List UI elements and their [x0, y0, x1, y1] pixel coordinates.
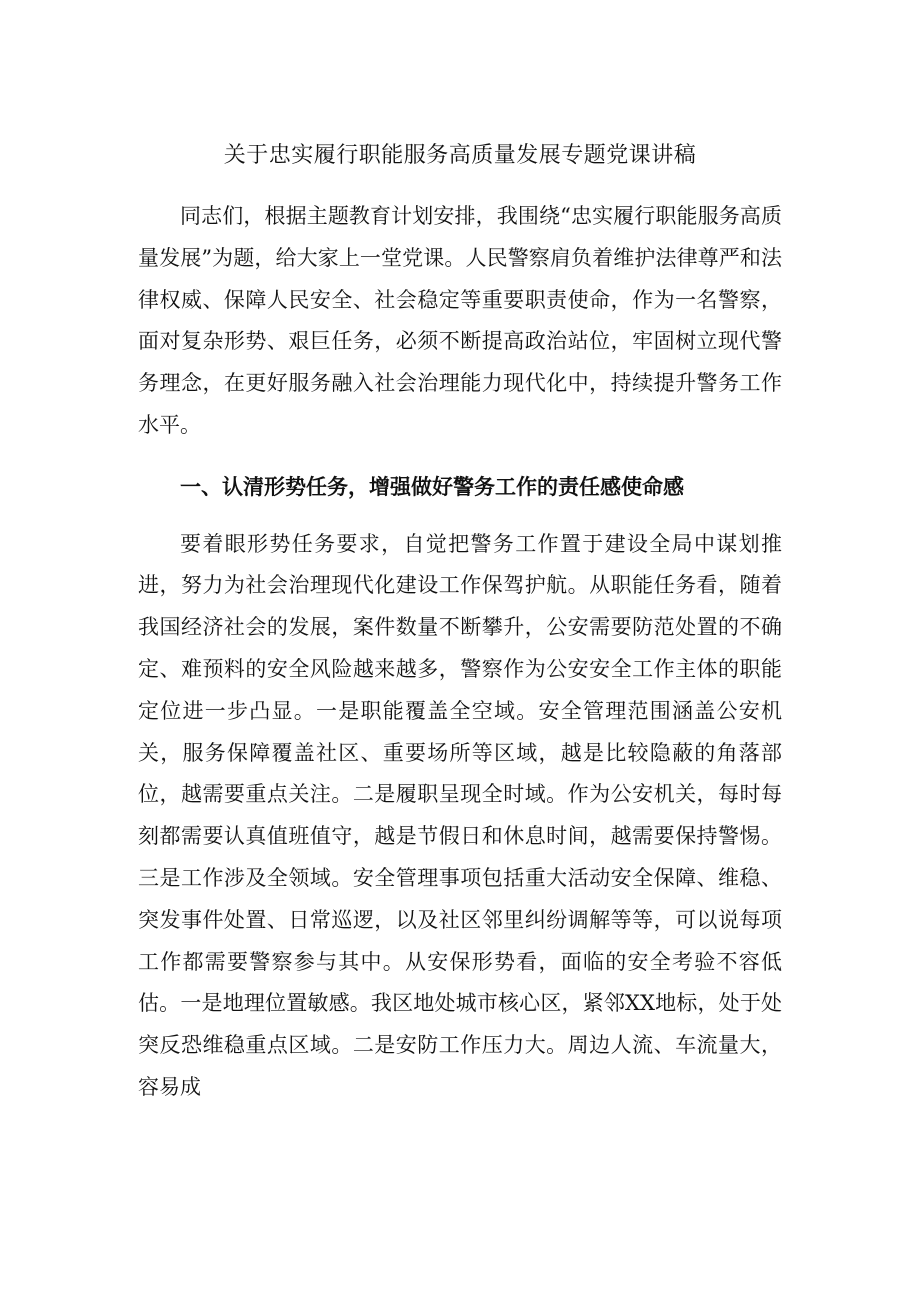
- document-body: [138, 196, 782, 1109]
- intro-paragraph: 同志们，根据主题教育计划安排，我围绕“忠实履行职能服务高质量发展”为题，给大家上一堂党课。人民警察肩负着维护法律尊严和法律权威、保障人民安全、社会稳定等重要职责使命，作为一名警察，面对复杂形势、艰巨任务，必须不断提高政治站位，牢固树立现代警务理念，在更好服务融入社会治理能力现代化中，持续提升警务工作水平。: [138, 204, 782, 437]
- section-heading: 一、认清形势任务，增强做好警务工作的责任感使命感: [180, 473, 684, 499]
- document-title: 关于忠实履行职能服务高质量发展专题党课讲稿: [223, 143, 697, 168]
- section-paragraph: 要着眼形势任务要求，自觉把警务工作置于建设全局中谋划推进，努力为社会治理现代化建设工作保驾护航。从职能任务看，随着我国经济社会的发展，案件数量不断攀升，公安需要防范处置的不确定、难预料的安全风险越来越多，警察作为公安安全工作主体的职能定位进一步凸显。一是职能覆盖全空域。安全管理范围涵盖公安机关，服务保障覆盖社区、重要场所等区域，越是比较隐蔽的角落部位，越需要重点关注。二是履职呈现全时域。作为公安机关，每时每刻都需要认真值班值守，越是节假日和休息时间，越需要保持警惕。三是工作涉及全领域。安全管理事项包括重大活动安全保障、维稳、突发事件处置、日常巡逻，以及社区邻里纠纷调解等等，可以说每项工作都需要警察参与其中。从安保形势看，面临的安全考验不容低估。一是地理位置敏感。我区地处城市核心区，紧邻XX地标，处于处突反恐维稳重点区域。二是安防工作压力大。周边人流、车流量大，容易成: [138, 531, 782, 1099]
